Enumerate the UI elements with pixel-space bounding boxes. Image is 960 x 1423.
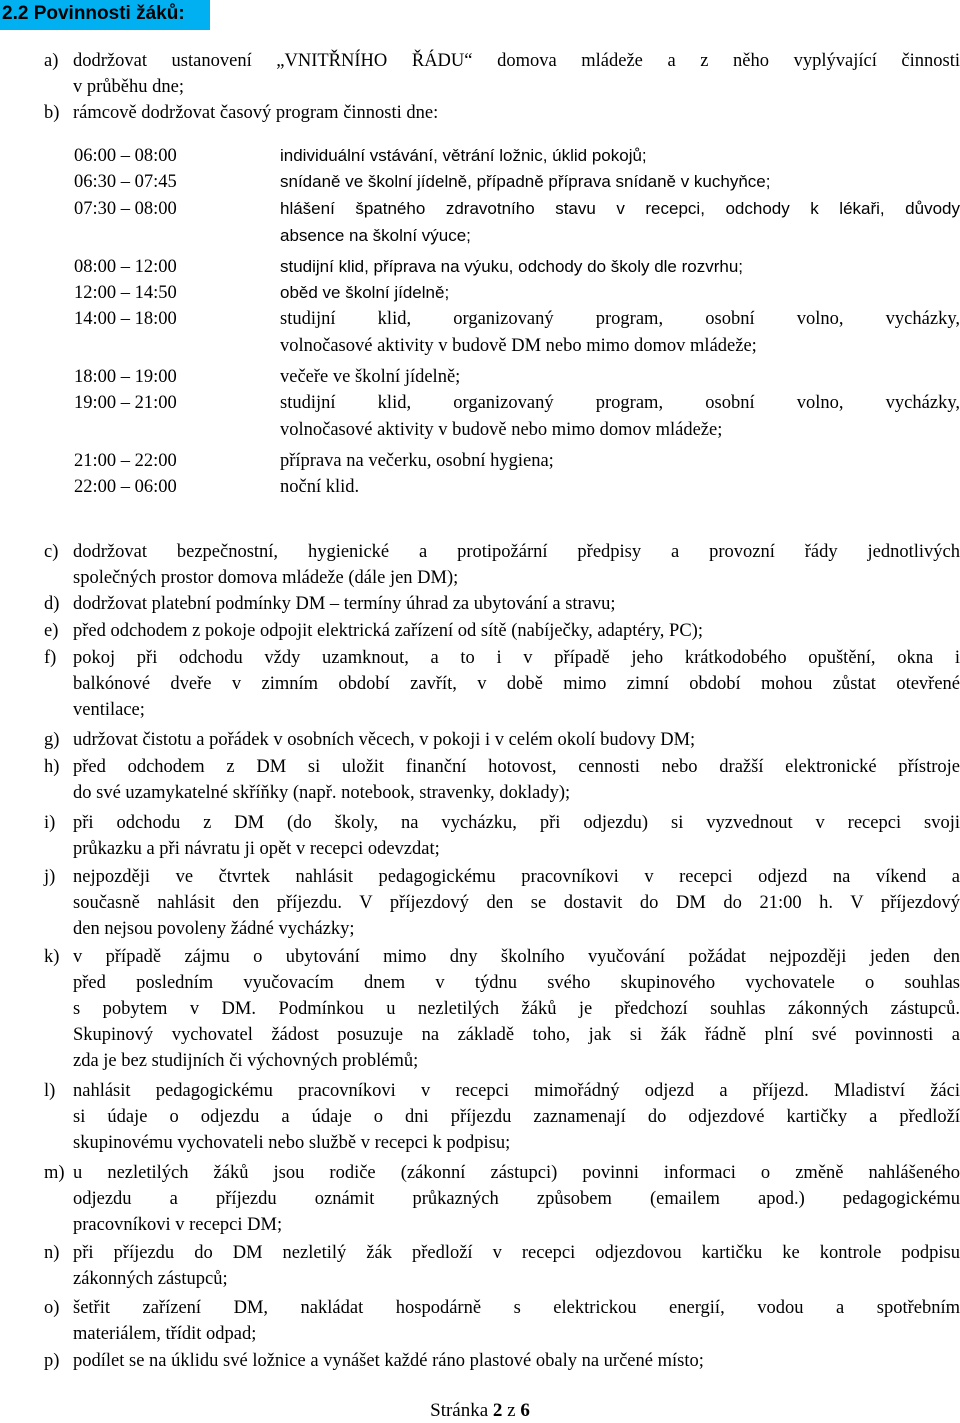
schedule-time: 18:00 – 19:00 <box>74 367 177 387</box>
list-item-label: m) <box>44 1163 65 1183</box>
list-item-text <box>73 727 960 753</box>
list-item-text <box>73 944 960 1074</box>
schedule-row <box>74 474 960 501</box>
schedule-time: 06:30 – 07:45 <box>74 172 177 192</box>
schedule-activity-line: studijní klid, organizovaný program, osobní volno, vycházky, <box>280 309 960 329</box>
list-item-text-line: Skupinový vychovatel žádost posuzuje na základě toho, jak si žák řádně plní své povinnosti a <box>73 1025 960 1045</box>
list-item <box>44 1078 960 1156</box>
list-item-text-line: před odchodem z DM si uložit finanční hotovost, cennosti nebo dražší elektronické přístroje <box>73 757 960 777</box>
schedule-time: 07:30 – 08:00 <box>74 199 177 219</box>
list-item <box>44 754 960 806</box>
list-item-text-line: dodržovat platební podmínky DM – termíny úhrad za ubytování a stravu; <box>73 594 616 614</box>
schedule-activity <box>280 143 960 170</box>
list-item-text-line: zda je bez studijních či výchovných problémů; <box>73 1051 419 1071</box>
schedule-activity-line: studijní klid, organizovaný program, osobní volno, vycházky, <box>280 393 960 413</box>
list-item-text-line: nahlásit pedagogickému pracovníkovi v recepci mimořádný odjezd a příjezd. Mladiství žáci <box>73 1081 960 1101</box>
list-item-text-line: ventilace; <box>73 700 145 720</box>
list-item-text <box>73 591 960 617</box>
list-item-text-line: v průběhu dne; <box>73 77 184 97</box>
schedule-row <box>74 390 960 443</box>
list-item-label: n) <box>44 1243 60 1263</box>
schedule-activity-line: hlášení špatného zdravotního stavu v recepci, odchody k lékaři, důvody <box>280 199 960 218</box>
schedule-activity-line: snídaně ve školní jídelně, případně příprava snídaně v kuchyňce; <box>280 172 771 191</box>
footer-page-number: 2 <box>492 1400 503 1421</box>
schedule-row <box>74 364 960 391</box>
list-item-text <box>73 539 960 591</box>
list-item-text-line: dodržovat bezpečnostní, hygienické a protipožární předpisy a provozní řády jednotlivých <box>73 542 960 562</box>
list-item-text-line: nejpozději ve čtvrtek nahlásit pedagogickému pracovníkovi v recepci odjezd na víkend a <box>73 867 960 887</box>
list-item-label: d) <box>44 594 60 614</box>
list-item <box>44 727 960 753</box>
list-item-text-line: pracovníkovi v recepci DM; <box>73 1215 283 1235</box>
schedule-row <box>74 143 960 170</box>
list-item-text <box>73 810 960 862</box>
schedule-row <box>74 306 960 359</box>
list-item-label: f) <box>44 648 57 668</box>
list-item-text-line: rámcově dodržovat časový program činnosti dne: <box>73 103 439 123</box>
list-item <box>44 1348 960 1374</box>
list-item <box>44 864 960 942</box>
list-item-text-line: podílet se na úklidu své ložnice a vynášet každé ráno plastové obaly na určené místo; <box>73 1351 704 1371</box>
schedule-time: 19:00 – 21:00 <box>74 393 177 413</box>
list-item <box>44 1160 960 1238</box>
list-item-text <box>73 754 960 806</box>
list-item-text-line: u nezletilých žáků jsou rodiče (zákonní zástupci) povinni informaci o změně nahlášeného <box>73 1163 960 1183</box>
footer-prefix: Stránka <box>430 1400 489 1421</box>
list-item-label: g) <box>44 730 60 750</box>
schedule-time: 22:00 – 06:00 <box>74 477 177 497</box>
list-item-text-line: si údaje o odjezdu a údaje o dni příjezdu zaznamenají do odjezdové kartičky a předloží <box>73 1107 960 1127</box>
list-item <box>44 645 960 723</box>
list-item-label: j) <box>44 867 56 887</box>
list-item-text-line: skupinovému vychovateli nebo službě v recepci k podpisu; <box>73 1133 511 1153</box>
list-item-text-line: balkónové dveře v zimním období zavřít, v době mimo zimní období mohou zůstat otevřené <box>73 674 960 694</box>
list-item <box>44 48 960 100</box>
list-item-label: o) <box>44 1298 60 1318</box>
list-item-label: a) <box>44 51 59 71</box>
schedule-row <box>74 448 960 475</box>
schedule-activity <box>280 196 960 249</box>
list-item-text-line: před odchodem z pokoje odpojit elektrická zařízení od sítě (nabíječky, adaptéry, PC); <box>73 621 703 641</box>
list-item-text-line: pokoj při odchodu vždy uzamknout, a to i v případě jeho krátkodobého opuštění, okna i <box>73 648 960 668</box>
list-item-text-line: současně nahlásit den příjezdu. V příjezdový den se dostavit do DM do 21:00 h. V příjezdový <box>73 893 960 913</box>
list-item <box>44 618 960 644</box>
list-item-text <box>73 1160 960 1238</box>
list-item-text <box>73 1295 960 1347</box>
list-item-label: c) <box>44 542 59 562</box>
schedule-activity-line: večeře ve školní jídelně; <box>280 367 461 387</box>
list-item-text-line: před posledním vyučovacím dnem v týdnu svého skupinového vychovatele o souhlas <box>73 973 960 993</box>
list-item <box>44 810 960 862</box>
list-item-text-line: šetřit zařízení DM, nakládat hospodárně s elektrickou energií, vodou a spotřebním <box>73 1298 960 1318</box>
footer-separator: z <box>507 1400 516 1421</box>
list-item-text-line: do své uzamykatelné skříňky (např. notebook, stravenky, doklady); <box>73 783 571 803</box>
schedule-time: 21:00 – 22:00 <box>74 451 177 471</box>
list-item-text-line: materiálem, třídit odpad; <box>73 1324 257 1344</box>
list-item-text-line: odjezdu a příjezdu oznámit průkazných způsobem (emailem apod.) pedagogickému <box>73 1189 960 1209</box>
list-item-label: p) <box>44 1351 60 1371</box>
schedule-activity-line: volnočasové aktivity v budově DM nebo mimo domov mládeže; <box>280 335 757 356</box>
list-item <box>44 944 960 1074</box>
schedule-time: 12:00 – 14:50 <box>74 283 177 303</box>
list-item <box>44 1240 960 1292</box>
list-item-label: e) <box>44 621 59 641</box>
schedule-time: 06:00 – 08:00 <box>74 146 177 166</box>
schedule-activity <box>280 448 960 475</box>
list-item-text <box>73 1348 960 1374</box>
list-item-text-line: při příjezdu do DM nezletilý žák předloží v recepci odjezdovou kartičku ke kontrole podpisu <box>73 1243 960 1263</box>
schedule-activity-line: oběd ve školní jídelně; <box>280 283 450 302</box>
list-item-label: k) <box>44 947 60 967</box>
schedule-activity-line: příprava na večerku, osobní hygiena; <box>280 451 554 471</box>
list-item-label: b) <box>44 103 60 123</box>
list-item-text-line: zákonných zástupců; <box>73 1269 228 1289</box>
list-item <box>44 1295 960 1347</box>
schedule-time: 14:00 – 18:00 <box>74 309 177 329</box>
list-item-text-line: dodržovat ustanovení „VNITŘNÍHO ŘÁDU“ domova mládeže a z něho vyplývající činnosti <box>73 51 960 71</box>
footer-page-total: 6 <box>520 1400 530 1421</box>
list-item-text <box>73 864 960 942</box>
schedule-activity-line: noční klid. <box>280 477 360 497</box>
list-item-text <box>73 618 960 644</box>
schedule-activity-line: individuální vstávání, větrání ložnic, úklid pokojů; <box>280 146 647 165</box>
schedule-row <box>74 169 960 196</box>
page-footer <box>0 1400 960 1422</box>
list-item-text-line: průkazku a při návratu ji opět v recepci odevzdat; <box>73 839 440 859</box>
schedule-row <box>74 254 960 281</box>
list-item-label: i) <box>44 813 56 833</box>
schedule-activity-line: volnočasové aktivity v budově nebo mimo domov mládeže; <box>280 419 723 440</box>
list-item-text <box>73 645 960 723</box>
list-item-text <box>73 100 960 126</box>
list-item-text-line: udržovat čistotu a pořádek v osobních věcech, v pokoji i v celém okolí budovy DM; <box>73 730 696 750</box>
list-item-text-line: společných prostor domova mládeže (dále jen DM); <box>73 568 459 588</box>
list-item <box>44 591 960 617</box>
schedule-row <box>74 280 960 307</box>
list-item <box>44 539 960 591</box>
list-item-text-line: den nejsou povoleny žádné vycházky; <box>73 919 355 939</box>
schedule-time: 08:00 – 12:00 <box>74 257 177 277</box>
schedule-activity <box>280 169 960 196</box>
schedule-activity <box>280 474 960 501</box>
list-item-text <box>73 48 960 100</box>
schedule-activity <box>280 306 960 359</box>
schedule-activity-line: absence na školní výuce; <box>280 225 471 245</box>
schedule-row <box>74 196 960 249</box>
section-heading: 2.2 Povinnosti žáků: <box>0 0 210 30</box>
schedule-activity <box>280 254 960 281</box>
schedule-activity <box>280 390 960 443</box>
list-item-text-line: při odchodu z DM (do školy, na vycházku, při odjezdu) si vyzvednout v recepci svoji <box>73 813 960 833</box>
list-item <box>44 100 960 126</box>
list-item-text <box>73 1078 960 1156</box>
schedule-activity <box>280 364 960 391</box>
list-item-label: h) <box>44 757 60 777</box>
schedule-activity <box>280 280 960 307</box>
list-item-label: l) <box>44 1081 56 1101</box>
list-item-text <box>73 1240 960 1292</box>
list-item-text-line: s pobytem v DM. Podmínkou u nezletilých žáků je předchozí souhlas zákonných zástupců. <box>73 999 960 1019</box>
list-item-text-line: v případě zájmu o ubytování mimo dny školního vyučování požádat nejpozději jeden den <box>73 947 960 967</box>
schedule-activity-line: studijní klid, příprava na výuku, odchody do školy dle rozvrhu; <box>280 257 744 276</box>
